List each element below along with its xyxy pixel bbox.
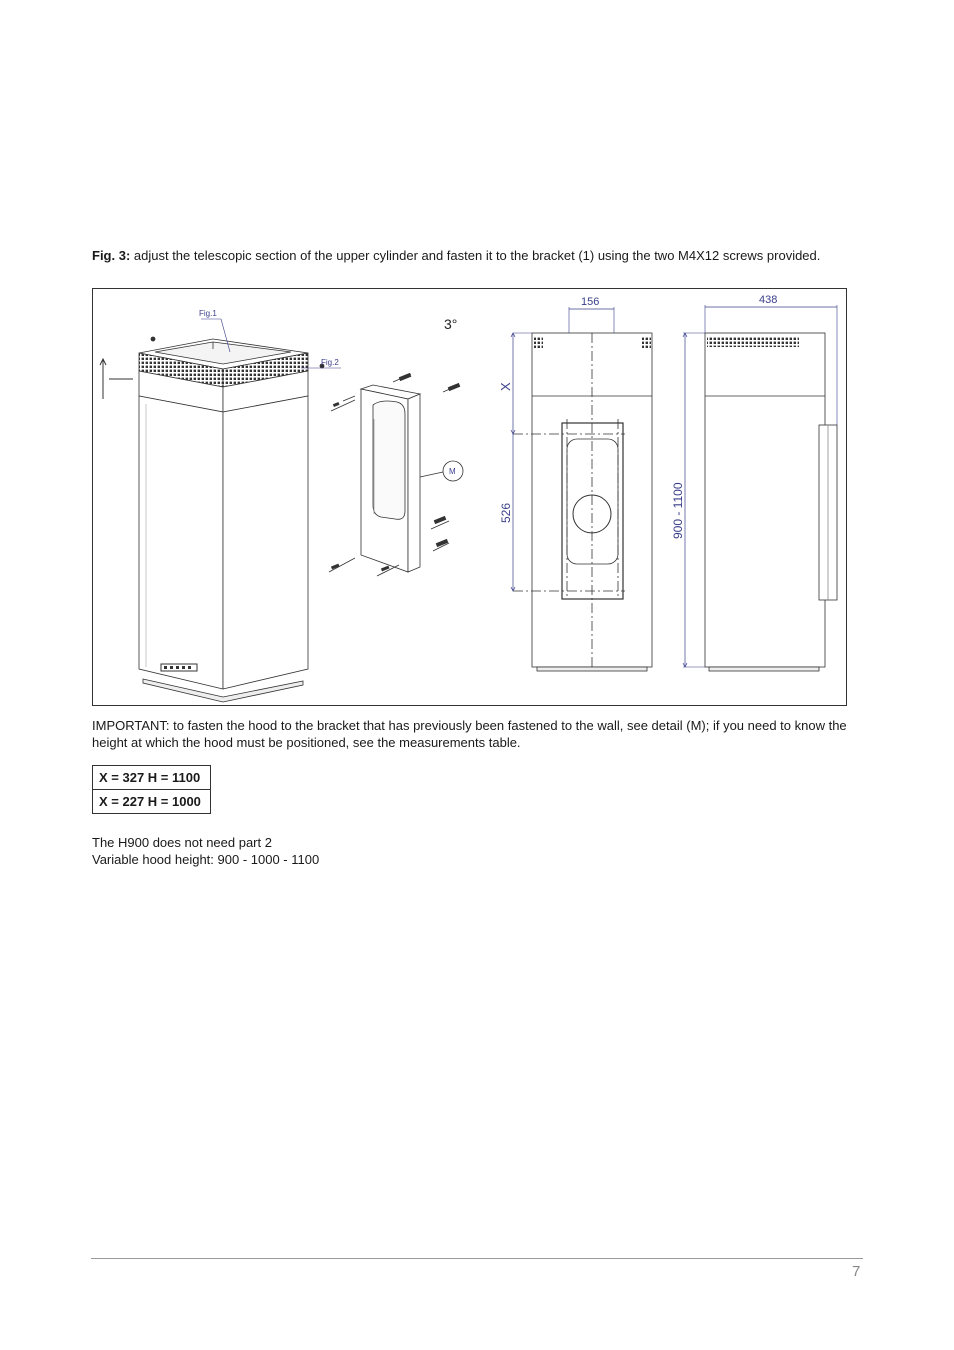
- installation-figure: [92, 288, 847, 706]
- notes: [92, 834, 319, 868]
- dim-width-front: 156: [581, 296, 600, 308]
- important-note: IMPORTANT: to fasten the hood to the bracket that has previously been fastened to the wall, see detail (M); if you need to know the height at which the hood must be positioned, see the measurements table.: [92, 718, 847, 750]
- fig2-label: Fig.2: [321, 358, 339, 367]
- note-line: The H900 does not need part 2: [92, 835, 272, 850]
- caption-text: adjust the telescopic section of the upper cylinder and fasten it to the bracket (1) using the two M4X12 screws provided.: [130, 248, 821, 263]
- footer-divider: [91, 1258, 863, 1259]
- dim-width-side: 438: [759, 294, 778, 306]
- dim-bracket-height: 526: [499, 502, 513, 523]
- dim-height-range: 900 - 1100: [671, 482, 685, 539]
- caption-label: Fig. 3:: [92, 248, 131, 263]
- detail-m-label: M: [449, 467, 456, 476]
- page-number: 7: [852, 1263, 861, 1280]
- side-view-drawing: [683, 305, 837, 671]
- table-row: [93, 766, 211, 790]
- fig1-label: Fig.1: [199, 309, 217, 318]
- measurements-table: [92, 765, 211, 814]
- angle-label: 3°: [444, 316, 458, 332]
- table-cell: X = 227 H = 1000: [93, 790, 211, 814]
- table-row: [93, 790, 211, 814]
- technical-drawing: [93, 289, 848, 707]
- figure-caption: [92, 247, 852, 264]
- front-view-drawing: [511, 307, 652, 671]
- table-cell: X = 327 H = 1100: [93, 766, 211, 790]
- wall-bracket-exploded: [329, 374, 463, 576]
- dim-x-label: X: [498, 382, 513, 391]
- hood-perspective-drawing: [100, 319, 341, 702]
- note-line: Variable hood height: 900 - 1000 - 1100: [92, 852, 320, 867]
